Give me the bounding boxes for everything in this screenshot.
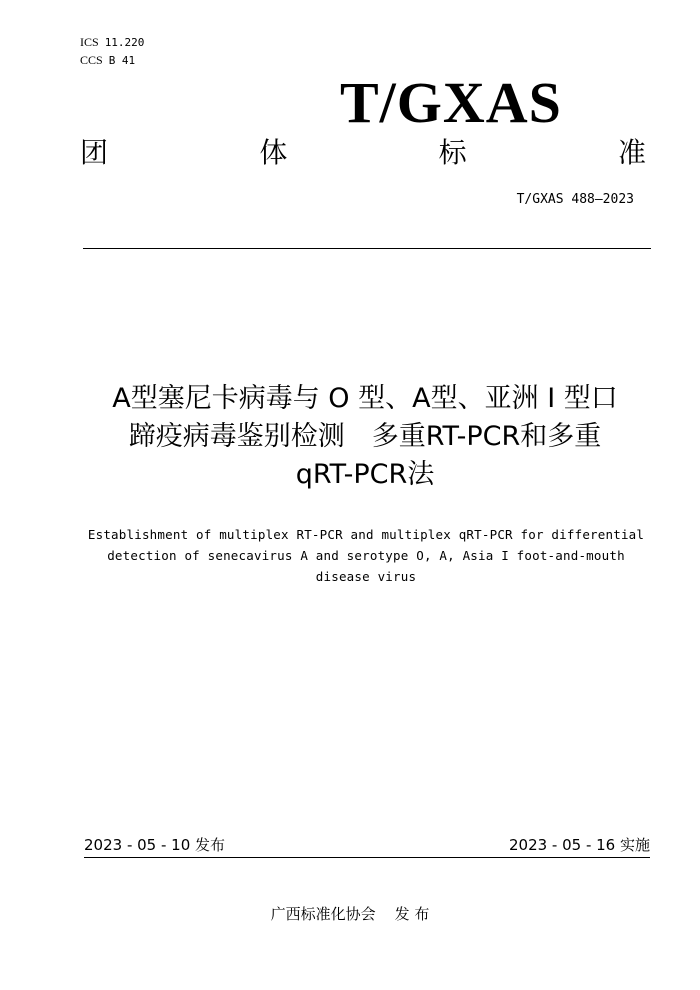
issue-date: 2023 - 05 - 10 发布: [84, 836, 226, 854]
standard-type-char: 团: [80, 136, 109, 169]
publisher: 广西标准化协会 发 布: [270, 905, 430, 923]
standard-type-char: 准: [617, 136, 646, 169]
standard-number: T/GXAS 488—2023: [516, 192, 634, 207]
ics-code: [80, 34, 144, 51]
implementation-date: 2023 - 05 - 16 实施: [508, 836, 650, 854]
header-divider: [83, 248, 651, 249]
ccs-code: [80, 52, 135, 69]
ccs-label: CCS: [80, 53, 103, 67]
standard-type-char: 标: [438, 136, 467, 169]
ccs-value: B 41: [108, 54, 136, 67]
standard-logo: T/GXAS: [340, 70, 562, 135]
standard-type-char: 体: [259, 136, 288, 169]
standard-type: [80, 136, 646, 170]
footer-divider: [84, 857, 650, 858]
ics-value: 11.220: [104, 36, 145, 49]
title-chinese: A型塞尼卡病毒与 O 型、A型、亚洲 I 型口 蹄疫病毒鉴别检测 多重RT-PCR和多重 qRT-PCR法: [112, 383, 618, 490]
ics-label: ICS: [80, 35, 99, 49]
title-english: Establishment of multiplex RT-PCR and multiplex qRT-PCR for differential detection of senecavirus A and serotype O, A, Asia I foot-and-mouth disease virus: [87, 527, 645, 584]
